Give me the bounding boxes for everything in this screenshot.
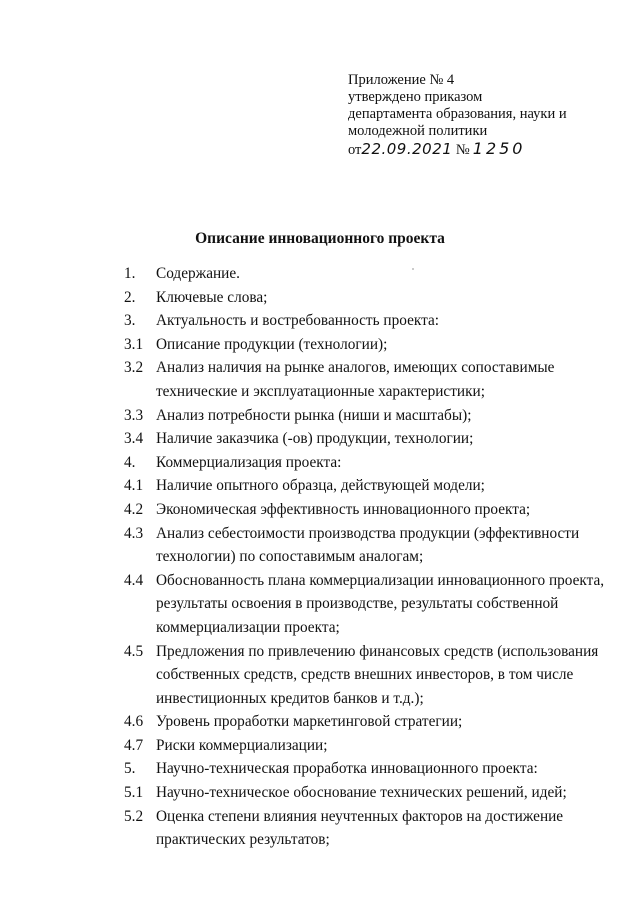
item-number: 4.2 — [124, 500, 144, 518]
item-text: Актуальность и востребованность проекта: — [156, 312, 440, 330]
item-number: 4.6 — [124, 713, 144, 731]
approval-line: утверждено приказом — [348, 89, 483, 105]
item-number: 5.2 — [124, 807, 144, 825]
list-item — [124, 404, 624, 428]
item-text: Анализ наличия на рынке аналогов, имеющих сопоставимые технические и эксплуатационные характеристики; — [156, 359, 555, 400]
list-item — [124, 569, 624, 640]
item-text: Обоснованность плана коммерциализации инновационного проекта, результаты освоения в производстве, результаты собственной коммерциализации проекта; — [156, 571, 605, 636]
list-item — [124, 262, 624, 286]
list-item — [124, 522, 624, 569]
item-number: 2. — [124, 288, 136, 306]
list-item — [124, 333, 624, 357]
item-number: 3.1 — [124, 335, 144, 353]
item-text: Научно-техническое обоснование технических решений, идей; — [156, 784, 567, 802]
list-item — [124, 356, 624, 403]
item-text: Ключевые слова; — [156, 288, 268, 306]
approval-header — [348, 72, 628, 159]
list-item — [124, 781, 624, 805]
item-number: 4.4 — [124, 571, 144, 589]
list-item — [124, 710, 624, 734]
date-prefix: от — [348, 142, 362, 158]
item-number: 5.1 — [124, 784, 144, 802]
list-item — [124, 309, 624, 333]
contents-list — [124, 262, 624, 852]
item-number: 4.5 — [124, 642, 144, 660]
item-number: 4.7 — [124, 736, 144, 754]
item-number: 3. — [124, 312, 136, 330]
item-number: 4.3 — [124, 524, 144, 542]
item-number: 4. — [124, 453, 136, 471]
order-date-line — [348, 140, 628, 159]
handwritten-number: 1250 — [472, 139, 526, 158]
item-number: 3.3 — [124, 406, 144, 424]
item-text: Научно-техническая проработка инновационного проекта: — [156, 760, 538, 778]
handwritten-date: 22.09.2021 — [361, 140, 453, 158]
list-item — [124, 805, 624, 852]
item-text: Анализ себестоимости производства продукции (эффективности технологии) по сопоставимым аналогам; — [156, 524, 580, 566]
item-number: 3.2 — [124, 359, 144, 377]
list-item — [124, 757, 624, 781]
item-text: Коммерциализация проекта: — [156, 453, 342, 471]
item-text: Описание продукции (технологии); — [156, 335, 388, 353]
list-item — [124, 640, 624, 711]
item-text: Наличие опытного образца, действующей модели; — [156, 477, 485, 495]
item-text: Предложения по привлечению финансовых средств (использования собственных средств, средств внешних инвесторов, в том числе инвестиционных кредитов банков и т.д.); — [156, 642, 599, 707]
item-number: 4.1 — [124, 477, 144, 495]
appendix-label: Приложение № 4 — [348, 72, 455, 88]
list-item — [124, 451, 624, 475]
list-item — [124, 427, 624, 451]
list-item — [124, 286, 624, 310]
item-number: 5. — [124, 760, 136, 778]
number-sign: № — [455, 142, 470, 158]
item-text: Уровень проработки маркетинговой стратегии; — [156, 713, 463, 731]
item-text: Содержание. — [156, 265, 240, 282]
item-text: Риски коммерциализации; — [156, 736, 328, 754]
item-text: Анализ потребности рынка (ниши и масштабы); — [156, 406, 472, 424]
item-text: Оценка степени влияния неучтенных факторов на достижение практических результатов; — [156, 807, 564, 849]
list-item — [124, 734, 624, 758]
item-number: 3.4 — [124, 430, 144, 448]
department-line-2: молодежной политики — [348, 123, 488, 139]
item-text: Экономическая эффективность инновационного проекта; — [156, 500, 531, 518]
department-line: департамента образования, науки и — [348, 106, 567, 122]
document-title: Описание инновационного проекта — [195, 230, 445, 247]
item-text: Наличие заказчика (-ов) продукции, технологии; — [156, 430, 474, 448]
item-number: 1. — [124, 265, 136, 282]
list-item — [124, 474, 624, 498]
list-item — [124, 498, 624, 522]
